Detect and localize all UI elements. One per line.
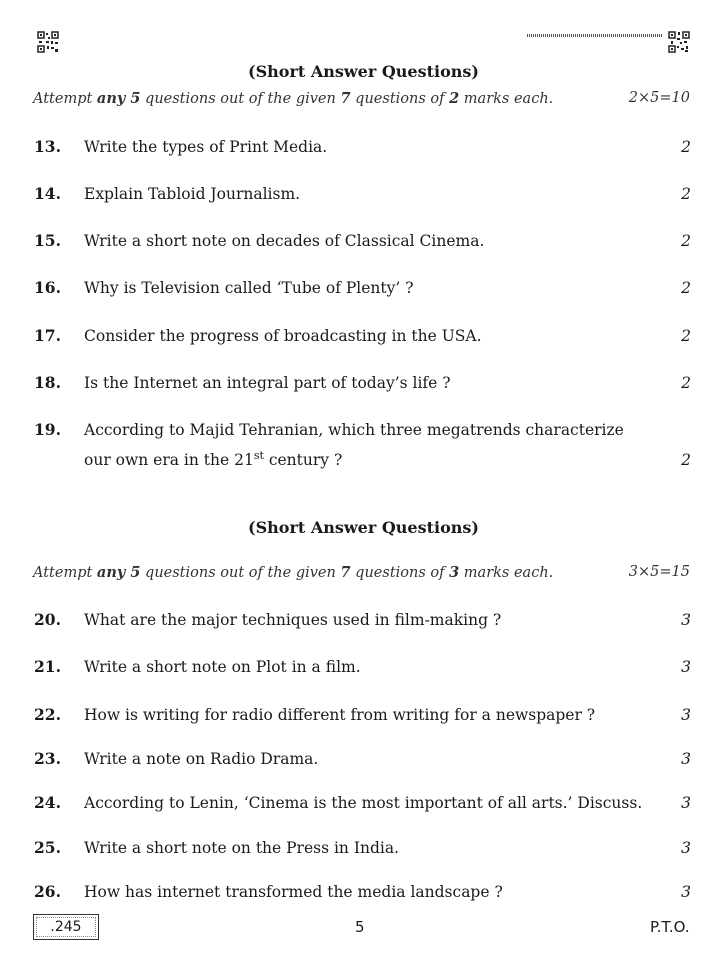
question-marks: 3 bbox=[681, 794, 691, 812]
qr-code-icon bbox=[668, 31, 690, 53]
question-text: Explain Tabloid Journalism. bbox=[84, 185, 301, 203]
question-item bbox=[34, 877, 691, 907]
question-number: 24. bbox=[34, 793, 61, 812]
section-heading: (Short Answer Questions) bbox=[248, 62, 479, 81]
barcode-strip bbox=[527, 34, 663, 37]
question-item bbox=[34, 744, 691, 774]
page-number: 5 bbox=[355, 918, 365, 936]
question-marks: 2 bbox=[681, 451, 691, 469]
question-text: What are the major techniques used in film-making ? bbox=[84, 611, 502, 629]
question-item bbox=[34, 415, 691, 475]
question-marks: 3 bbox=[681, 883, 691, 901]
question-number: 21. bbox=[34, 657, 61, 676]
question-marks: 2 bbox=[681, 232, 691, 250]
question-item bbox=[34, 788, 691, 818]
question-text: Consider the progress of broadcasting in the USA. bbox=[84, 327, 482, 345]
question-text: According to Majid Tehranian, which three megatrends characterize our own era in the 21st century ? bbox=[84, 421, 624, 469]
question-marks: 3 bbox=[681, 706, 691, 724]
question-item bbox=[34, 179, 691, 209]
question-number: 25. bbox=[34, 838, 61, 857]
question-text: Why is Television called ‘Tube of Plenty’ ? bbox=[84, 279, 414, 297]
question-text: Write a short note on the Press in India. bbox=[84, 839, 399, 857]
question-marks: 2 bbox=[681, 327, 691, 345]
question-item bbox=[34, 226, 691, 256]
question-number: 15. bbox=[34, 231, 61, 250]
question-text: Write a note on Radio Drama. bbox=[84, 750, 319, 768]
question-item bbox=[34, 368, 691, 398]
question-marks: 2 bbox=[681, 138, 691, 156]
question-number: 23. bbox=[34, 749, 61, 768]
question-marks: 2 bbox=[681, 374, 691, 392]
question-text: How has internet transformed the media landscape ? bbox=[84, 883, 503, 901]
paper-code-box: .245 bbox=[33, 914, 99, 940]
question-number: 17. bbox=[34, 326, 61, 345]
question-number: 22. bbox=[34, 705, 61, 724]
question-text: Write the types of Print Media. bbox=[84, 138, 328, 156]
section-instruction: Attempt any 5 questions out of the given 7 questions of 2 marks each. 2×5=10 bbox=[33, 90, 690, 107]
question-number: 19. bbox=[34, 420, 61, 439]
question-item bbox=[34, 132, 691, 162]
question-item bbox=[34, 273, 691, 303]
question-number: 13. bbox=[34, 137, 61, 156]
question-text: According to Lenin, ‘Cinema is the most important of all arts.’ Discuss. bbox=[84, 794, 643, 812]
question-item bbox=[34, 833, 691, 863]
question-number: 18. bbox=[34, 373, 61, 392]
section-heading: (Short Answer Questions) bbox=[248, 518, 479, 537]
question-number: 26. bbox=[34, 882, 61, 901]
question-text: Is the Internet an integral part of today’s life ? bbox=[84, 374, 451, 392]
question-item bbox=[34, 321, 691, 351]
question-number: 16. bbox=[34, 278, 61, 297]
question-marks: 2 bbox=[681, 185, 691, 203]
pto-label: P.T.O. bbox=[650, 918, 690, 936]
question-text: Write a short note on decades of Classical Cinema. bbox=[84, 232, 485, 250]
section-instruction: Attempt any 5 questions out of the given 7 questions of 3 marks each. 3×5=15 bbox=[33, 564, 690, 581]
question-text: Write a short note on Plot in a film. bbox=[84, 658, 361, 676]
question-number: 14. bbox=[34, 184, 61, 203]
qr-code-icon bbox=[37, 31, 59, 53]
question-item bbox=[34, 652, 691, 682]
question-marks: 3 bbox=[681, 750, 691, 768]
question-item bbox=[34, 605, 691, 635]
question-text: How is writing for radio different from writing for a newspaper ? bbox=[84, 706, 596, 724]
question-marks: 3 bbox=[681, 611, 691, 629]
question-number: 20. bbox=[34, 610, 61, 629]
section-marks-total: 3×5=15 bbox=[628, 564, 690, 580]
question-item bbox=[34, 700, 691, 730]
question-marks: 3 bbox=[681, 658, 691, 676]
section-marks-total: 2×5=10 bbox=[628, 90, 690, 106]
question-marks: 3 bbox=[681, 839, 691, 857]
question-marks: 2 bbox=[681, 279, 691, 297]
